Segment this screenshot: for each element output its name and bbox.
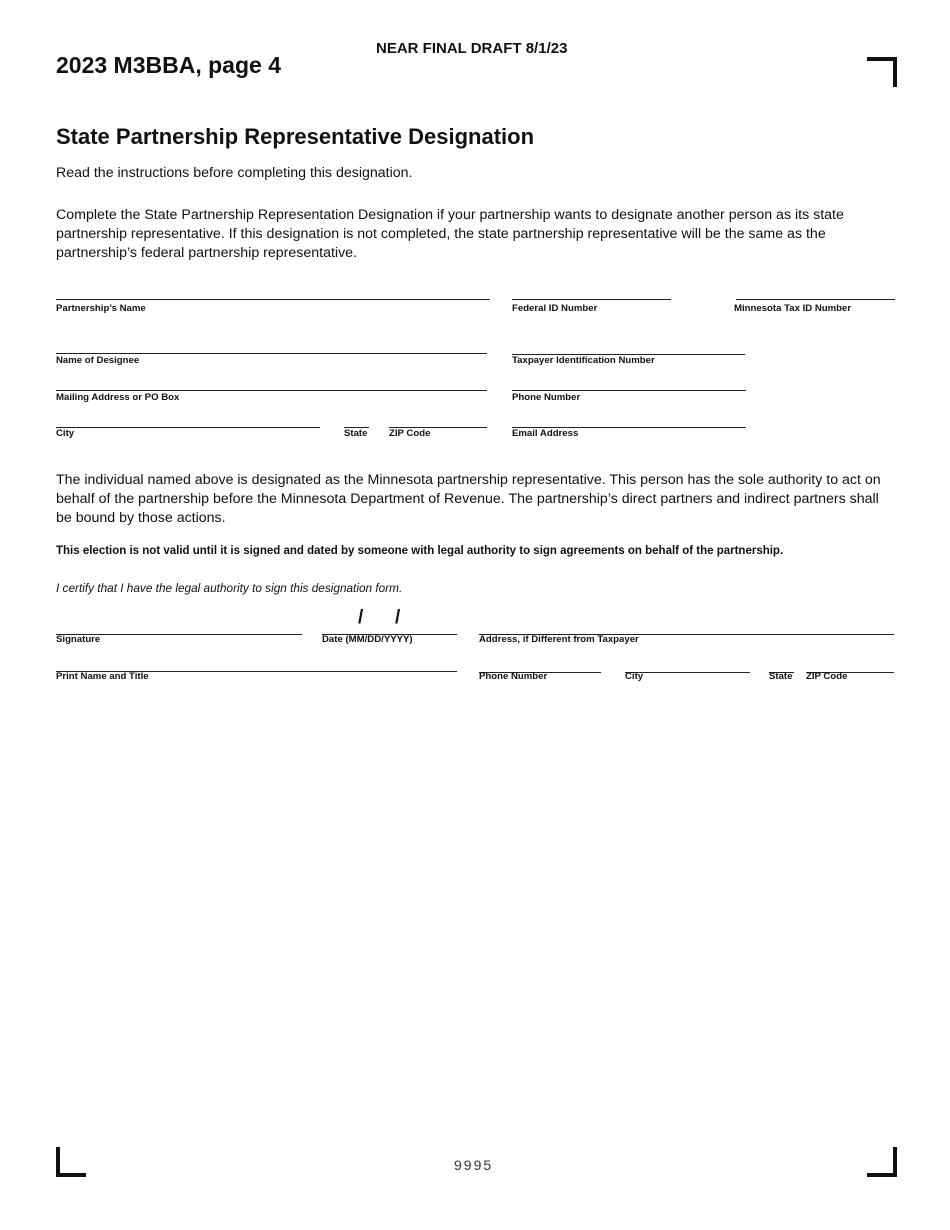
federal-id-field[interactable]: [512, 299, 671, 300]
partnership-name-label: Partnership’s Name: [56, 303, 146, 314]
signer-state-label: State: [769, 671, 793, 682]
date-separator: /: [395, 607, 401, 628]
phone-field[interactable]: [512, 390, 746, 391]
zip-label: ZIP Code: [389, 428, 431, 439]
mailing-address-field[interactable]: [56, 390, 487, 391]
address-if-different-label: Address, if Different from Taxpayer: [479, 634, 639, 645]
taxpayer-id-label: Taxpayer Identification Number: [512, 355, 655, 366]
email-label: Email Address: [512, 428, 579, 439]
registration-mark-bottom-left: [56, 1147, 86, 1177]
registration-mark-top-right: [867, 57, 897, 87]
intro-text: Read the instructions before completing this designation.: [56, 165, 413, 181]
date-label: Date (MM/DD/YYYY): [322, 634, 413, 645]
description-text: Complete the State Partnership Representation Designation if your partnership wants to designate another person as its state partnership representative. If this designation is not completed, the state partnership representative will be the same as the partnership’s federal partnership representative.: [56, 207, 844, 261]
print-name-label: Print Name and Title: [56, 671, 149, 682]
designee-name-label: Name of Designee: [56, 355, 140, 366]
state-label: State: [344, 428, 368, 439]
federal-id-label: Federal ID Number: [512, 303, 598, 314]
signature-label: Signature: [56, 634, 101, 645]
page-title: 2023 M3BBA, page 4: [56, 52, 281, 78]
designee-name-field[interactable]: [56, 353, 487, 354]
form-number: 9995: [454, 1157, 494, 1173]
signer-city-label: City: [625, 671, 644, 682]
certify-text: I certify that I have the legal authority to sign this designation form.: [56, 581, 403, 595]
signer-phone-label: Phone Number: [479, 671, 548, 682]
phone-label: Phone Number: [512, 392, 581, 403]
signer-zip-label: ZIP Code: [806, 671, 848, 682]
partnership-name-field[interactable]: [56, 299, 490, 300]
section-title: State Partnership Representative Designation: [56, 124, 535, 149]
mailing-address-label: Mailing Address or PO Box: [56, 392, 180, 403]
mn-tax-id-label: Minnesota Tax ID Number: [734, 303, 852, 314]
city-field[interactable]: [56, 427, 320, 428]
draft-notice: NEAR FINAL DRAFT 8/1/23: [376, 40, 568, 57]
signer-city-field[interactable]: [625, 672, 750, 673]
city-label: City: [56, 428, 75, 439]
election-note: This election is not valid until it is signed and dated by someone with legal authority to sign agreements on behalf of the partnership.: [56, 545, 784, 557]
designation-text: The individual named above is designated as the Minnesota partnership representative. This person has the sole authority to act on behalf of the partnership before the Minnesota Department of Revenue. The partnership’s direct partners and indirect partners shall be bound by those actions.: [56, 472, 881, 526]
registration-mark-bottom-right: [867, 1147, 897, 1177]
mn-tax-id-field[interactable]: [736, 299, 895, 300]
date-separator: /: [358, 607, 364, 628]
